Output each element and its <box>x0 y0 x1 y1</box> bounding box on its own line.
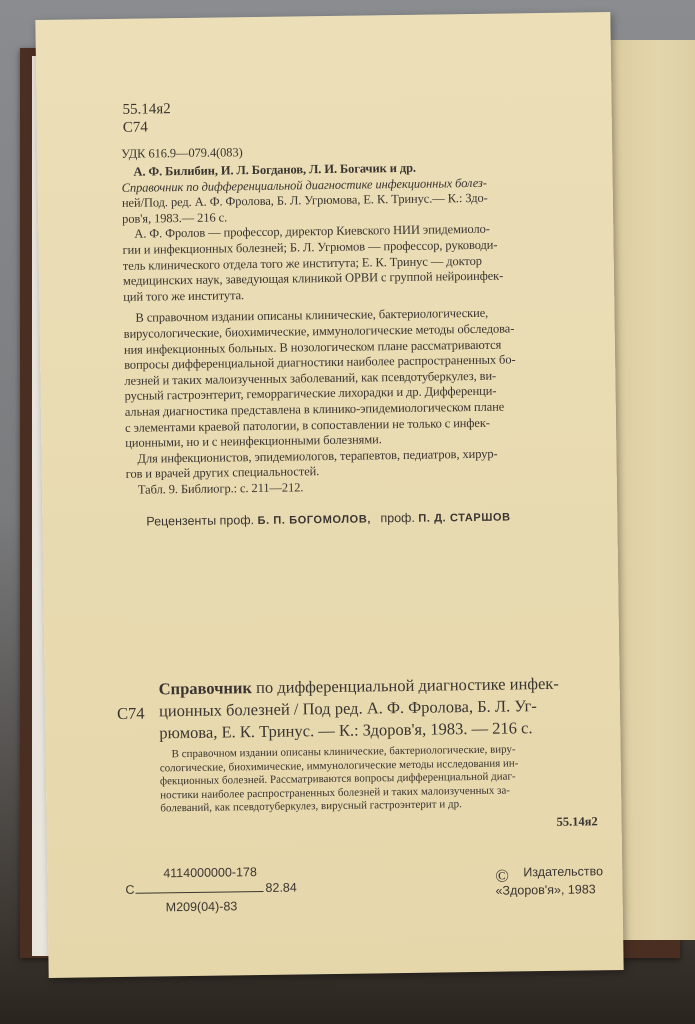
card-title-text: по дифференциальной диагностике инфек- <box>251 673 559 698</box>
annotation-line: медицинских наук, заведующая клиникой ОРВИ с группой нейроинфек- <box>122 268 504 289</box>
annotation-line: лезней и таких малоизученных заболеваний, как псевдотуберкулез, ви- <box>124 368 497 388</box>
annotation-line: тель клинического отдела того же института; Е. К. Тринус — доктор <box>122 253 482 273</box>
card-title-text: ционных болезней / Под ред. А. Ф. Фролова, Б. Л. Уг- <box>158 696 537 721</box>
annotation-line: Табл. 9. Библиогр.: с. 211—212. <box>137 480 304 497</box>
annotation-block <box>121 159 517 498</box>
annotation-line: гов и врачей других специальностей. <box>125 464 320 482</box>
annotation-line: ций того же института. <box>123 287 245 304</box>
imprint-code-letter: С <box>125 882 135 897</box>
annotation-line: ния инфекционных больных. В нозологическом плане рассматриваются <box>123 337 502 357</box>
annotation-authors: А. Ф. Билибин, И. Л. Богданов, Л. И. Богачик и др. <box>133 160 416 179</box>
udk-code: УДК 616.9—079.4(083) <box>121 145 243 161</box>
classification-code <box>122 100 171 137</box>
reviewers-prefix: Рецензенты проф. <box>146 513 255 529</box>
imprint-price: 82.84 <box>265 880 297 895</box>
card-title-bold: Справочник <box>158 678 253 699</box>
annotation-line: вопросы дифференциальной диагностики наиболее распространенных бо- <box>124 352 516 372</box>
card-abstract-line: В справочном издании описаны клинические, бактериологические, виру- <box>171 743 516 761</box>
annotation-line: ней/Под. ред. А. Ф. Фролова, Б. Л. Угрюмова, Е. К. Тринус.— К.: Здо- <box>121 190 488 211</box>
reviewer-name: Б. П. БОГОМОЛОВ, <box>257 513 372 528</box>
reviewers-title: проф. <box>380 510 415 526</box>
card-abstract-line: фекционных болезней. Рассматриваются вопросы дифференциальной диаг- <box>159 770 516 788</box>
annotation-line: ционными, но и с неинфекционными болезнями. <box>125 432 382 450</box>
publisher-label: Издательство <box>523 864 604 880</box>
annotation-line: русный гастроэнтерит, геморрагические лихорадки и др. Дифференци- <box>124 383 497 404</box>
annotation-line: Справочник по дифференциальной диагностике инфекционных болез- <box>121 175 487 195</box>
catalog-card-title <box>159 673 560 745</box>
card-bbk-code: 55.14я2 <box>556 814 598 829</box>
card-abstract <box>160 743 520 816</box>
card-abstract-line: сологические, биохимические, иммунологические методы исследования ин- <box>159 756 519 774</box>
annotation-line: гии и инфекционных болезней; Б. Л. Угрюмов — профессор, руководи- <box>122 237 498 257</box>
card-abstract-line: болеваний, как псевдотуберкулез, вирусный гастроэнтерит и др. <box>160 798 462 815</box>
annotation-line: с элементами краевой патологии, в сопоставлении не только с инфек- <box>124 415 490 435</box>
imprint-code-top: 4114000000-178 <box>163 865 257 881</box>
reviewers-line <box>146 509 511 528</box>
copyright-icon: © <box>495 865 510 886</box>
card-code: С74 <box>116 703 145 723</box>
title-verso-page <box>35 12 623 978</box>
imprint-divider <box>136 891 264 894</box>
annotation-line: В справочном издании описаны клинические, бактериологические, <box>135 306 489 326</box>
publisher-name-year: «Здоров'я», 1983 <box>495 882 596 898</box>
annotation-line: Для инфекционистов, эпидемиологов, терапевтов, педиатров, хирур- <box>137 446 498 466</box>
card-title-text: рюмова, Е. К. Тринус. — К.: Здоров'я, 1983. — 216 с. <box>159 718 533 743</box>
author-sign: С74 <box>122 119 148 136</box>
annotation-line: вирусологические, биохимические, иммунологические методы обследова- <box>123 321 515 341</box>
annotation-line: альная диагностика представлена в клинико-эпидемиологическом плане <box>124 399 505 419</box>
card-abstract-line: ностики наиболее распространенных болезней и таких малоизученных за- <box>160 784 511 801</box>
imprint-code-bottom: М209(04)-83 <box>165 899 238 915</box>
annotation-line: ров'я, 1983.— 216 с. <box>122 210 228 226</box>
annotation-line: А. Ф. Фролов — профессор, директор Киевского НИИ эпидемиоло- <box>134 222 490 242</box>
bbk-code: 55.14я2 <box>122 101 171 118</box>
reviewer-name: П. Д. СТАРШОВ <box>418 511 511 525</box>
